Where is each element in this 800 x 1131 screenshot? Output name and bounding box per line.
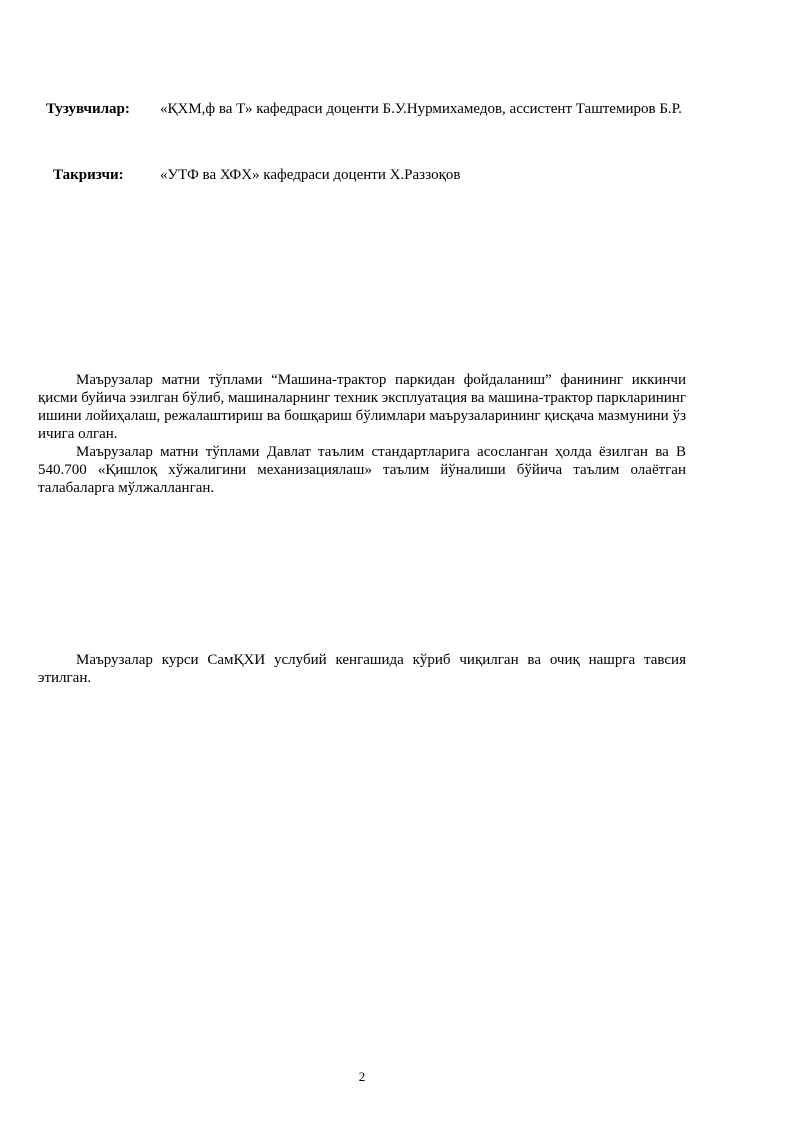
annotation-paragraph-2: Маърузалар матни тўплами Давлат таълим стандартларига асосланган ҳолда ёзилган ва В 540.700 «Қишлоқ хўжалигини механизациялаш» таълим йўналиши бўйича таълим олаётган талабаларга мўлжалланган. (38, 444, 686, 496)
compilers-label: Тузувчилар: (46, 101, 130, 117)
annotation-paragraph-1: Маърузалар матни тўплами “Машина-трактор паркидан фойдаланиш” фанининг иккинчи қисми буйича эзилган бўлиб, машиналарнинг техник эксплуатация ва машина-трактор паркларининг ишини лойиҳалаш, режалаштириш ва бошқариш бўлимлари маърузаларининг қисқача мазмунини ўз ичига олган. (38, 372, 686, 442)
reviewer-label: Такризчи: (53, 167, 124, 183)
annotation-block (38, 371, 686, 497)
reviewer-text: «УТФ ва ХФХ» кафедраси доценти Х.Раззоқов (160, 167, 461, 183)
approval-paragraph: Маърузалар курси СамҚХИ услубий кенгашида кўриб чиқилган ва очиқ нашрга тавсия этилган. (38, 652, 686, 686)
page-number: 2 (358, 1069, 366, 1084)
compilers-text: «ҚХМ,ф ва Т» кафедраси доценти Б.У.Нурмихамедов, ассистент Таштемиров Б.Р. (160, 101, 682, 117)
approval-block (38, 651, 686, 687)
